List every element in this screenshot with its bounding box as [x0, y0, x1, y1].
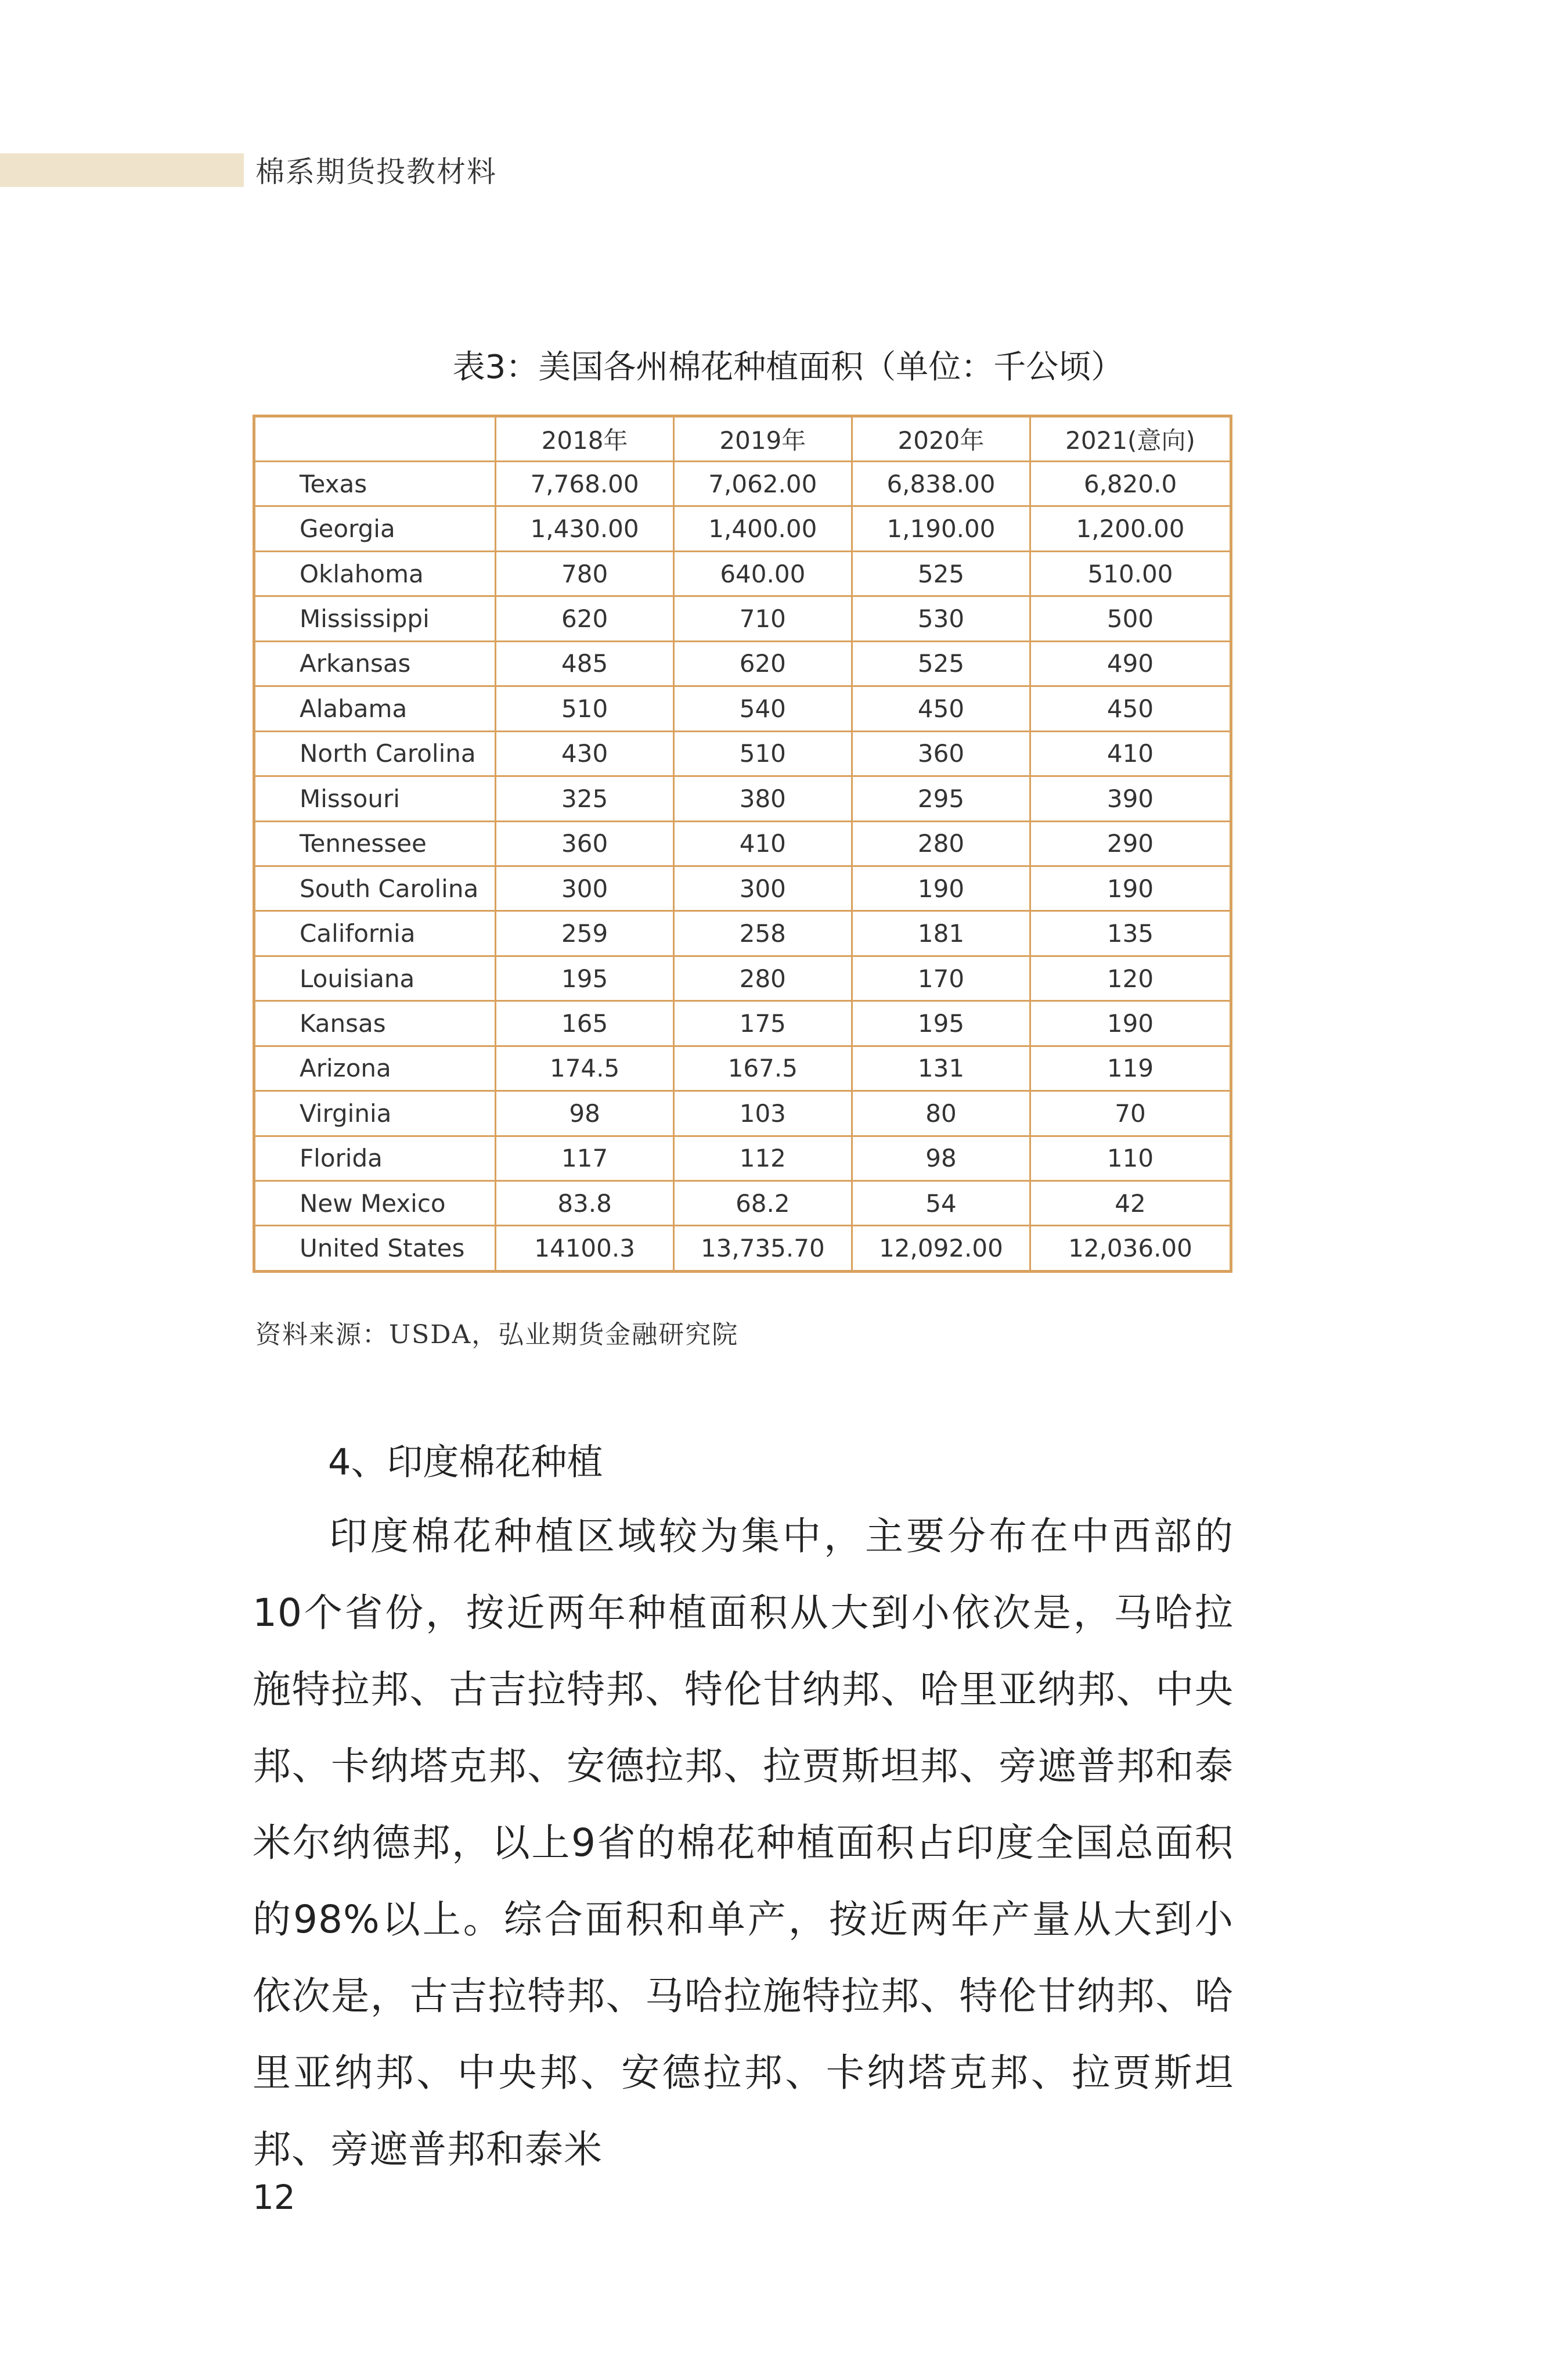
- table-row: [254, 1181, 1231, 1226]
- acreage-value-cell: 68.2: [673, 1181, 852, 1226]
- running-header-title: 棉系期货投教材料: [255, 155, 497, 189]
- acreage-value-cell: 7,062.00: [673, 462, 852, 506]
- acreage-value-cell: 195: [852, 1001, 1030, 1046]
- acreage-value-cell: 290: [1030, 821, 1231, 866]
- acreage-value-cell: 13,735.70: [673, 1226, 852, 1272]
- table-row: [254, 866, 1231, 911]
- state-name-cell: Alabama: [254, 686, 496, 731]
- acreage-value-cell: 525: [852, 551, 1030, 596]
- acreage-value-cell: 120: [1030, 956, 1231, 1001]
- acreage-value-cell: 360: [852, 731, 1030, 776]
- state-name-cell: Louisiana: [254, 956, 496, 1001]
- acreage-value-cell: 360: [496, 821, 673, 866]
- state-name-cell: Arkansas: [254, 641, 496, 686]
- state-name-cell: Virginia: [254, 1091, 496, 1136]
- acreage-value-cell: 117: [496, 1136, 673, 1181]
- state-name-cell: Georgia: [254, 506, 496, 551]
- table-row: [254, 911, 1231, 956]
- page-number: 12: [253, 2178, 295, 2217]
- acreage-value-cell: 450: [1030, 686, 1231, 731]
- cotton-acreage-table: [253, 415, 1232, 1273]
- state-name-cell: Texas: [254, 462, 496, 506]
- acreage-value-cell: 280: [852, 821, 1030, 866]
- state-name-cell: Tennessee: [254, 821, 496, 866]
- state-name-cell: Mississippi: [254, 596, 496, 641]
- state-name-cell: California: [254, 911, 496, 956]
- acreage-value-cell: 510: [496, 686, 673, 731]
- acreage-value-cell: 300: [673, 866, 852, 911]
- acreage-value-cell: 300: [496, 866, 673, 911]
- table-header-cell: 2019年: [673, 416, 852, 462]
- acreage-value-cell: 390: [1030, 776, 1231, 821]
- acreage-value-cell: 450: [852, 686, 1030, 731]
- state-name-cell: Oklahoma: [254, 551, 496, 596]
- acreage-value-cell: 525: [852, 641, 1030, 686]
- source-note: 资料来源：USDA，弘业期货金融研究院: [255, 1320, 739, 1349]
- acreage-value-cell: 131: [852, 1046, 1030, 1091]
- acreage-value-cell: 54: [852, 1181, 1030, 1226]
- table-row: [254, 821, 1231, 866]
- body-paragraph: 印度棉花种植区域较为集中，主要分布在中西部的10个省份，按近两年种植面积从大到小依次是，马哈拉施特拉邦、古吉拉特邦、特伦甘纳邦、哈里亚纳邦、中央邦、卡纳塔克邦、安德拉邦、拉贾斯坦邦、旁遮普邦和泰米尔纳德邦，以上9省的棉花种植面积占印度全国总面积的98%以上。综合面积和单产，按近两年产量从大到小依次是，古吉拉特邦、马哈拉施特拉邦、特伦甘纳邦、哈里亚纳邦、中央邦、安德拉邦、卡纳塔克邦、拉贾斯坦邦、旁遮普邦和泰米: [253, 1514, 1234, 2172]
- acreage-value-cell: 295: [852, 776, 1030, 821]
- table-row: [254, 956, 1231, 1001]
- acreage-value-cell: 170: [852, 956, 1030, 1001]
- state-name-cell: New Mexico: [254, 1181, 496, 1226]
- acreage-value-cell: 190: [1030, 866, 1231, 911]
- acreage-value-cell: 167.5: [673, 1046, 852, 1091]
- table-row: [254, 776, 1231, 821]
- state-name-cell: United States: [254, 1226, 496, 1272]
- acreage-value-cell: 12,092.00: [852, 1226, 1030, 1272]
- acreage-value-cell: 510.00: [1030, 551, 1231, 596]
- acreage-value-cell: 710: [673, 596, 852, 641]
- acreage-value-cell: 103: [673, 1091, 852, 1136]
- acreage-value-cell: 119: [1030, 1046, 1231, 1091]
- table-row: [254, 1046, 1231, 1091]
- table-row: [254, 1091, 1231, 1136]
- table-header-cell: 2021(意向): [1030, 416, 1231, 462]
- table-row: [254, 462, 1231, 506]
- acreage-value-cell: 165: [496, 1001, 673, 1046]
- acreage-value-cell: 12,036.00: [1030, 1226, 1231, 1272]
- table-header-cell: [254, 416, 496, 462]
- acreage-value-cell: 14100.3: [496, 1226, 673, 1272]
- state-name-cell: South Carolina: [254, 866, 496, 911]
- state-name-cell: Kansas: [254, 1001, 496, 1046]
- acreage-value-cell: 280: [673, 956, 852, 1001]
- acreage-value-cell: 70: [1030, 1091, 1231, 1136]
- table-row: [254, 1001, 1231, 1046]
- table-row: [254, 1136, 1231, 1181]
- table-row: [254, 641, 1231, 686]
- acreage-value-cell: 620: [673, 641, 852, 686]
- acreage-value-cell: 485: [496, 641, 673, 686]
- acreage-value-cell: 98: [496, 1091, 673, 1136]
- acreage-value-cell: 490: [1030, 641, 1231, 686]
- table-header-cell: 2018年: [496, 416, 673, 462]
- acreage-value-cell: 1,200.00: [1030, 506, 1231, 551]
- acreage-value-cell: 42: [1030, 1181, 1231, 1226]
- acreage-value-cell: 620: [496, 596, 673, 641]
- acreage-value-cell: 1,400.00: [673, 506, 852, 551]
- acreage-value-cell: 174.5: [496, 1046, 673, 1091]
- table-row: [254, 596, 1231, 641]
- acreage-value-cell: 540: [673, 686, 852, 731]
- table-row: [254, 506, 1231, 551]
- acreage-value-cell: 195: [496, 956, 673, 1001]
- acreage-value-cell: 98: [852, 1136, 1030, 1181]
- table-header-cell: 2020年: [852, 416, 1030, 462]
- acreage-value-cell: 7,768.00: [496, 462, 673, 506]
- acreage-value-cell: 410: [673, 821, 852, 866]
- acreage-value-cell: 83.8: [496, 1181, 673, 1226]
- acreage-value-cell: 112: [673, 1136, 852, 1181]
- state-name-cell: Florida: [254, 1136, 496, 1181]
- acreage-value-cell: 190: [1030, 1001, 1231, 1046]
- table-row: [254, 551, 1231, 596]
- header-band: [0, 153, 244, 187]
- acreage-value-cell: 510: [673, 731, 852, 776]
- acreage-value-cell: 380: [673, 776, 852, 821]
- table-row: [254, 1226, 1231, 1272]
- table-row: [254, 686, 1231, 731]
- table-row: [254, 731, 1231, 776]
- acreage-value-cell: 175: [673, 1001, 852, 1046]
- section-heading: 4、印度棉花种植: [328, 1441, 603, 1483]
- acreage-value-cell: 430: [496, 731, 673, 776]
- acreage-value-cell: 258: [673, 911, 852, 956]
- state-name-cell: Missouri: [254, 776, 496, 821]
- state-name-cell: North Carolina: [254, 731, 496, 776]
- acreage-value-cell: 259: [496, 911, 673, 956]
- acreage-value-cell: 410: [1030, 731, 1231, 776]
- acreage-value-cell: 1,190.00: [852, 506, 1030, 551]
- acreage-value-cell: 6,838.00: [852, 462, 1030, 506]
- acreage-value-cell: 640.00: [673, 551, 852, 596]
- acreage-value-cell: 500: [1030, 596, 1231, 641]
- acreage-value-cell: 325: [496, 776, 673, 821]
- acreage-value-cell: 1,430.00: [496, 506, 673, 551]
- acreage-value-cell: 190: [852, 866, 1030, 911]
- acreage-value-cell: 530: [852, 596, 1030, 641]
- acreage-value-cell: 135: [1030, 911, 1231, 956]
- acreage-value-cell: 80: [852, 1091, 1030, 1136]
- state-name-cell: Arizona: [254, 1046, 496, 1091]
- acreage-value-cell: 181: [852, 911, 1030, 956]
- table-caption: 表3：美国各州棉花种植面积（单位：千公顷）: [452, 348, 1124, 386]
- table-header-row: [254, 416, 1231, 462]
- acreage-value-cell: 6,820.0: [1030, 462, 1231, 506]
- acreage-value-cell: 110: [1030, 1136, 1231, 1181]
- acreage-value-cell: 780: [496, 551, 673, 596]
